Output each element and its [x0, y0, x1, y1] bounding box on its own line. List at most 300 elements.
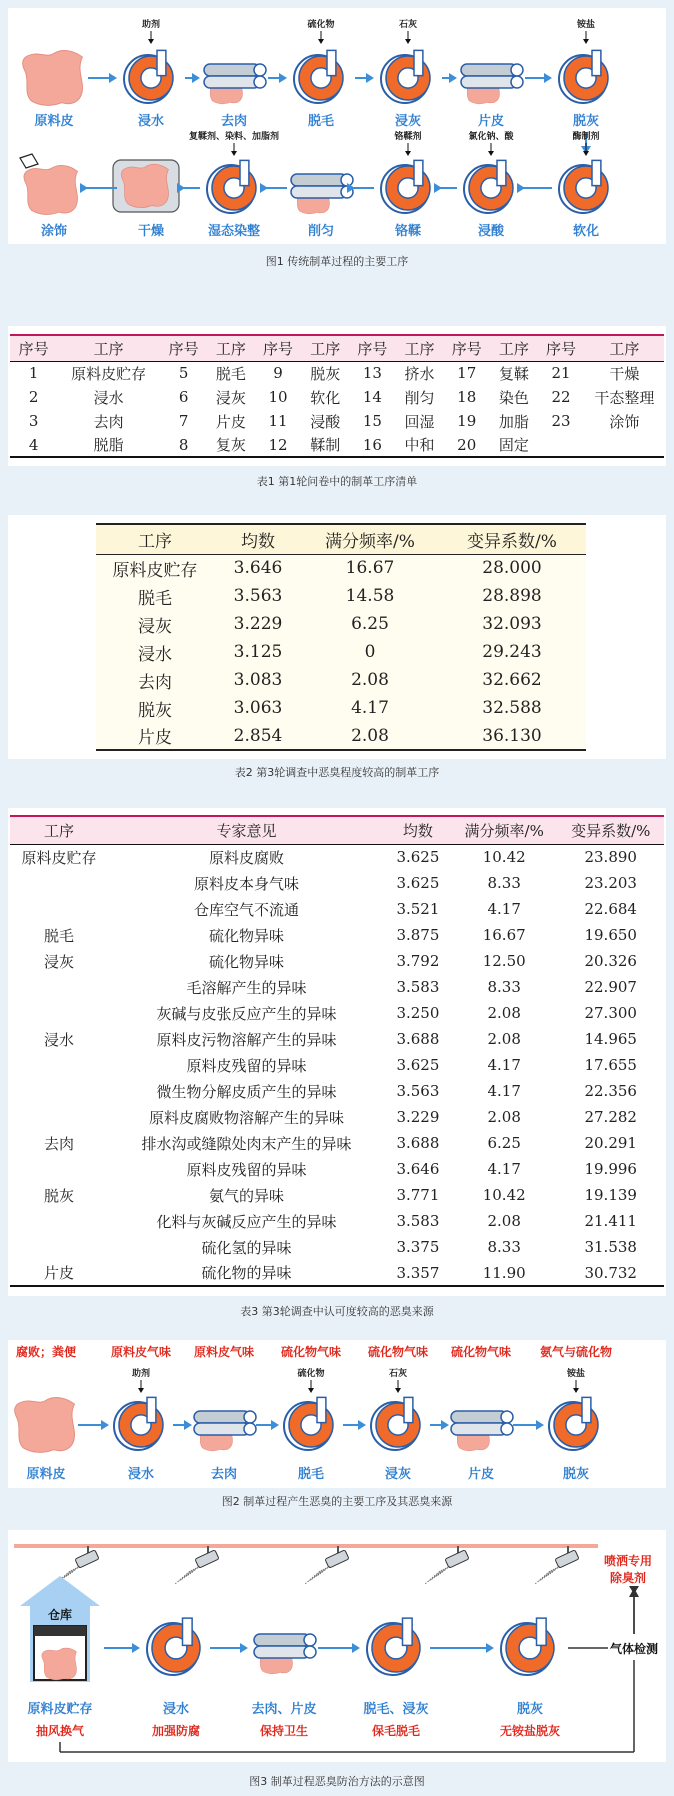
reagent-arrow-head: [148, 39, 154, 44]
table-cell: 脱脂: [57, 433, 160, 457]
table-cell: 干态整理: [594, 388, 655, 407]
table-cell: 3.771: [396, 1186, 440, 1204]
reagent-label: 石灰: [388, 1369, 408, 1379]
step-label: 脱毛: [307, 114, 335, 129]
drum-icon: [294, 50, 343, 103]
reagent-label: 铵盐: [576, 20, 596, 30]
flow-arrow-head: [366, 73, 374, 83]
odor-source-label: 硫化物气味: [367, 1345, 429, 1359]
reagent-label: 氯化钠、酸: [468, 132, 514, 142]
table-cell: 5: [178, 364, 189, 383]
table-row: [10, 1078, 664, 1104]
table-cell: 毛溶解产生的异味: [186, 978, 307, 997]
table-cell: 19: [457, 412, 477, 430]
table-cell: 19.650: [584, 926, 637, 944]
table-cell: 27.300: [584, 1004, 637, 1022]
column-header: 专家意见: [108, 816, 385, 844]
flow-arrow-head: [449, 73, 457, 83]
flow-arrow-head: [536, 1420, 544, 1430]
reagent-label: 硫化物: [297, 1369, 325, 1379]
table-row: [10, 361, 664, 385]
table-cell: 原料皮贮存: [112, 560, 198, 581]
table-cell: 原料皮贮存: [71, 364, 147, 383]
reagent-label: 助剂: [131, 1369, 151, 1379]
table-cell: 2.08: [351, 670, 389, 690]
table-cell: 8.33: [487, 1238, 521, 1256]
reagent-label: 硫化物: [307, 20, 335, 30]
table-cell: 4.17: [487, 900, 521, 918]
table-row: [10, 922, 664, 948]
table-row: [96, 694, 586, 722]
column-header: 工序: [585, 335, 664, 361]
step-label: 脱灰: [572, 114, 600, 129]
prevention-method-label: 加强防腐: [151, 1724, 201, 1738]
table-cell: 固定: [490, 433, 537, 457]
table-cell: 16.67: [482, 926, 526, 944]
step-label: 脱灰: [516, 1702, 544, 1717]
prevention-method-label: 无铵盐脱灰: [499, 1724, 561, 1738]
sprayer-icon: [535, 1546, 579, 1584]
table-cell: 2: [28, 388, 39, 406]
table-cell: 23.890: [584, 848, 637, 867]
table-cell: 19.996: [584, 1160, 637, 1178]
table-cell: 灰碱与皮张反应产生的异味: [156, 1004, 337, 1023]
table-row: [10, 1026, 664, 1052]
table-cell: 原料皮残留的异味: [186, 1056, 307, 1075]
column-header: 满分频率/%: [451, 816, 558, 844]
column-header: 工序: [302, 335, 349, 361]
table-cell: 硫化物异味: [208, 926, 284, 945]
roller-machine-icon: [194, 1411, 256, 1451]
step-label: 去肉: [220, 114, 248, 129]
dryer-icon: [113, 160, 179, 212]
table-cell: 硫化物异味: [208, 952, 284, 971]
table-cell: 22: [551, 388, 571, 406]
sprayer-icon: [425, 1546, 469, 1584]
table-cell: 3.583: [396, 1212, 440, 1230]
table-row: [10, 1260, 664, 1286]
column-header: 序号: [10, 335, 57, 361]
table-row: [10, 844, 664, 870]
column-header: 均数: [214, 524, 302, 554]
table-cell: 片皮: [96, 722, 214, 750]
figure-2-panel: [8, 1340, 666, 1488]
table-cell: 3.646: [396, 1160, 440, 1178]
column-header: 序号: [160, 335, 207, 361]
table-cell: 18: [457, 388, 477, 406]
table-cell: [585, 433, 664, 457]
step-label: 涂饰: [40, 224, 68, 239]
table-cell: 8.33: [487, 978, 521, 996]
table-row: [96, 554, 586, 582]
table-1-caption: 表1 第1轮问卷中的制革工序清单: [256, 475, 418, 488]
table-cell: 10.42: [482, 1186, 526, 1204]
table-cell: 28.000: [482, 558, 542, 579]
prevention-method-label: 保持卫生: [259, 1724, 309, 1738]
table-cell: 32.093: [482, 614, 542, 634]
table-cell: 氨气的异味: [208, 1186, 284, 1205]
table-cell: 3.125: [233, 642, 283, 662]
raw-hide-icon: [15, 1397, 75, 1452]
table-cell: 11.90: [451, 1260, 558, 1286]
table-cell: 2.08: [487, 1212, 521, 1230]
table-cell: 微生物分解皮质产生的异味: [156, 1082, 337, 1101]
step-label: 干燥: [137, 224, 165, 239]
step-label: 原料皮: [34, 114, 74, 129]
column-header: 序号: [349, 335, 396, 361]
reagent-arrow-head: [318, 39, 324, 44]
gas-detection-label: 气体检测: [609, 1642, 659, 1656]
column-header: 序号: [443, 335, 490, 361]
warehouse-label: 仓库: [47, 1608, 73, 1622]
column-header: 序号: [254, 335, 301, 361]
reagent-arrow-head: [405, 151, 411, 156]
table-row: [10, 948, 664, 974]
table-cell: 复灰: [207, 433, 254, 457]
deodorant-label: 喷洒专用: [603, 1554, 653, 1568]
step-label: 脱毛: [297, 1467, 325, 1482]
table-cell: [10, 896, 108, 922]
raw-hide-icon: [23, 50, 83, 105]
table-cell: 3.375: [396, 1238, 440, 1256]
reagent-label: 助剂: [141, 20, 161, 30]
step-label: 浸水: [137, 114, 165, 129]
table-cell: [10, 1234, 108, 1260]
table-row: [10, 1234, 664, 1260]
flow-arrow-head: [192, 73, 200, 83]
table-2-panel: [8, 515, 666, 759]
table-cell: [10, 870, 108, 896]
step-label: 浸水: [127, 1467, 155, 1482]
step-label: 削匀: [307, 224, 335, 239]
flow-arrow-head: [279, 73, 287, 83]
odor-source-label: 原料皮气味: [193, 1345, 255, 1359]
flow-arrow-head: [517, 183, 525, 193]
table-cell: 3.563: [233, 586, 283, 606]
reagent-arrow-head: [138, 1388, 144, 1393]
table-cell: 3.625: [396, 874, 440, 892]
table-cell: 3.625: [396, 848, 440, 867]
table-cell: 3.688: [396, 1030, 440, 1048]
drum-icon: [464, 160, 513, 213]
step-label: 脱毛、浸灰: [363, 1702, 429, 1717]
flow-arrow-head: [260, 183, 268, 193]
sprayer-icon: [175, 1546, 219, 1584]
figure-1-caption: 图1 传统制革过程的主要工序: [265, 255, 409, 268]
table-row: [10, 1000, 664, 1026]
drum-icon: [559, 160, 608, 213]
table-cell: 2.854: [214, 722, 302, 750]
table-row: [10, 896, 664, 922]
table-cell: 浸水: [138, 644, 172, 665]
table-3: [10, 815, 664, 1287]
table-cell: 12.50: [482, 952, 526, 970]
flow-arrow-head: [441, 1420, 449, 1430]
table-row: [10, 385, 664, 409]
table-row: [96, 666, 586, 694]
table-cell: 涂饰: [609, 412, 640, 431]
table-row: [96, 638, 586, 666]
table-cell: 3.357: [385, 1260, 451, 1286]
flow-arrow-head: [271, 1420, 279, 1430]
drum-icon: [381, 160, 430, 213]
table-cell: [537, 433, 584, 457]
column-header: 工序: [96, 524, 214, 554]
table-cell: 干燥: [609, 364, 640, 383]
table-cell: 3.229: [233, 614, 283, 634]
table-row: [10, 1156, 664, 1182]
flow-arrow-head: [80, 183, 88, 193]
table-cell: [10, 1208, 108, 1234]
table-cell: 原料皮残留的异味: [186, 1160, 307, 1179]
reagent-arrow-head: [405, 39, 411, 44]
column-header: 变异系数/%: [438, 524, 586, 554]
table-cell: 22.907: [584, 978, 637, 996]
table-cell: [10, 1052, 108, 1078]
table-cell: 3.250: [396, 1004, 440, 1022]
table-cell: 片皮: [215, 412, 246, 431]
table-cell: 3.875: [396, 926, 440, 944]
table-cell: 16.67: [345, 558, 395, 579]
table-cell: 原料皮腐败: [208, 848, 284, 867]
table-cell: 27.282: [584, 1108, 637, 1126]
table-cell: 4.17: [351, 698, 389, 718]
table-row: [10, 1052, 664, 1078]
table-cell: 36.130: [438, 722, 586, 750]
step-label: 脱灰: [562, 1467, 590, 1482]
table-cell: 3.792: [396, 952, 440, 970]
drum-icon: [124, 50, 173, 103]
flow-arrow-head: [101, 1420, 109, 1430]
table-cell: 硫化物的异味: [108, 1260, 385, 1286]
roller-machine-icon: [254, 1634, 316, 1674]
odor-source-label: 氨气与硫化物: [539, 1345, 613, 1359]
step-label: 软化: [572, 224, 600, 239]
table-cell: 浸酸: [310, 412, 341, 431]
flow-arrow-head: [184, 1420, 192, 1430]
table-cell: 4.17: [487, 1160, 521, 1178]
table-cell: 17: [457, 364, 477, 383]
step-label: 湿态染整: [207, 224, 261, 239]
odor-source-label: 腐败；粪便: [15, 1345, 77, 1359]
table-cell: 3.229: [396, 1108, 440, 1126]
roller-machine-icon: [204, 64, 266, 104]
table-cell: 4.17: [487, 1082, 521, 1100]
table-row: [96, 722, 586, 750]
table-cell: 8.33: [487, 874, 521, 892]
drum-icon: [549, 1397, 598, 1450]
table-row: [10, 409, 664, 433]
table-cell: 硫化氢的异味: [201, 1238, 292, 1257]
reagent-label: 铬鞣剂: [394, 132, 422, 142]
flow-arrow-head: [352, 1643, 360, 1653]
reagent-arrow-head: [231, 151, 237, 156]
drum-icon: [147, 1618, 200, 1675]
table-cell: 脱灰: [138, 700, 172, 721]
table-cell: 8: [160, 433, 207, 457]
roller-machine-icon: [461, 64, 523, 104]
table-cell: 原料皮腐败物溶解产生的异味: [148, 1108, 344, 1127]
step-label: 浸酸: [477, 224, 505, 239]
table-cell: [10, 1104, 108, 1130]
table-row: [10, 433, 664, 457]
table-cell: 脱灰: [310, 364, 341, 383]
flow-arrow-head: [434, 183, 442, 193]
warehouse-icon: [20, 1576, 100, 1682]
table-cell: 0: [364, 642, 376, 662]
table-cell: 3.563: [396, 1082, 440, 1100]
prevention-method-label: 抽风换气: [35, 1724, 85, 1738]
table-cell: 3.083: [233, 670, 283, 690]
table-cell: 削匀: [404, 388, 435, 407]
reagent-arrow-head: [308, 1388, 314, 1393]
reagent-label: 铵盐: [566, 1369, 586, 1379]
flow-arrow-head: [544, 73, 552, 83]
table-cell: 化料与灰碱反应产生的异味: [156, 1212, 337, 1231]
figure-1-diagram: [8, 8, 666, 244]
table-row: [96, 582, 586, 610]
table-cell: 回湿: [404, 412, 435, 431]
table-cell: 14.965: [584, 1030, 637, 1048]
drum-icon: [381, 50, 430, 103]
figure-3-caption: 图3 制革过程恶臭防治方法的示意图: [249, 1775, 425, 1788]
step-label: 浸灰: [394, 114, 422, 129]
table-cell: 21: [551, 364, 571, 383]
spray-gun-icon: [20, 154, 38, 168]
table-cell: 4: [10, 433, 57, 457]
table-cell: 28.898: [482, 586, 542, 606]
table-cell: 浸水: [43, 1030, 74, 1049]
finished-leather-icon: [24, 165, 78, 214]
step-label: 去肉: [210, 1467, 238, 1482]
drum-icon: [114, 1397, 163, 1450]
table-row: [10, 1104, 664, 1130]
step-label: 浸灰: [384, 1467, 412, 1482]
table-cell: 原料皮污物溶解产生的异味: [156, 1030, 337, 1049]
table-row: [96, 610, 586, 638]
step-label: 原料皮贮存: [27, 1702, 93, 1717]
table-cell: 10: [268, 388, 288, 406]
table-cell: 复鞣: [498, 364, 529, 383]
drum-icon: [501, 1618, 554, 1675]
column-header: 工序: [207, 335, 254, 361]
table-cell: 3.521: [396, 900, 440, 918]
table-cell: 软化: [310, 388, 341, 407]
reagent-arrow-head: [583, 39, 589, 44]
table-cell: 32.662: [482, 670, 542, 690]
table-cell: 3.063: [233, 698, 283, 718]
flow-arrow-head: [177, 183, 185, 193]
table-cell: 19.139: [584, 1186, 637, 1204]
reagent-arrow-head: [573, 1388, 579, 1393]
figure-2-caption: 图2 制革过程产生恶臭的主要工序及其恶臭来源: [221, 1495, 453, 1508]
table-cell: 鞣制: [302, 433, 349, 457]
table-cell: 12: [254, 433, 301, 457]
table-cell: 仓库空气不流通: [193, 900, 299, 919]
table-cell: 23.203: [584, 874, 637, 892]
table-cell: 16: [349, 433, 396, 457]
table-cell: 4.17: [487, 1056, 521, 1074]
table-cell: 6: [178, 388, 189, 406]
table-cell: 2.08: [487, 1004, 521, 1022]
table-cell: 3.688: [396, 1134, 440, 1152]
table-2-caption: 表2 第3轮调查中恶臭程度较高的制革工序: [234, 766, 440, 779]
odor-source-label: 硫化物气味: [450, 1345, 512, 1359]
table-cell: 排水沟或缝隙处肉末产生的异味: [141, 1134, 352, 1153]
drum-icon: [367, 1618, 420, 1675]
table-cell: 11: [268, 412, 288, 430]
reagent-arrow-head: [395, 1388, 401, 1393]
reagent-arrow-head: [488, 151, 494, 156]
drum-icon: [371, 1397, 420, 1450]
table-cell: 3.625: [396, 1056, 440, 1074]
roller-machine-icon: [451, 1411, 513, 1451]
table-cell: 14: [362, 388, 382, 406]
prevention-method-label: 保毛脱毛: [371, 1724, 421, 1738]
roller-machine-icon: [291, 174, 353, 214]
table-cell: 10.42: [482, 848, 526, 867]
table-cell: 2.08: [302, 722, 438, 750]
odor-source-label: 原料皮气味: [110, 1345, 172, 1359]
step-label: 原料皮: [26, 1467, 66, 1482]
table-cell: 3.583: [396, 978, 440, 996]
drum-icon: [559, 50, 608, 103]
table-cell: 3.646: [233, 558, 283, 579]
reagent-label: 酶制剂: [572, 132, 600, 142]
table-cell: 20.326: [584, 952, 637, 970]
table-cell: 6.25: [487, 1134, 521, 1152]
table-row: [10, 1130, 664, 1156]
flow-arrow-head: [109, 73, 117, 83]
step-label: 浸水: [162, 1702, 190, 1717]
table-cell: 20: [443, 433, 490, 457]
figure-2-diagram: [8, 1340, 666, 1488]
table-cell: 去肉: [43, 1134, 74, 1153]
step-label: 去肉、片皮: [251, 1702, 317, 1717]
table-cell: [10, 1078, 108, 1104]
figure-3-diagram: [8, 1530, 666, 1762]
table-cell: 脱毛: [138, 588, 172, 609]
flow-arrow-head: [486, 1643, 494, 1653]
table-cell: 14.58: [345, 586, 395, 606]
table-cell: 原料皮本身气味: [193, 874, 299, 893]
table-row: [10, 974, 664, 1000]
table-cell: 去肉: [138, 672, 172, 693]
table-cell: 17.655: [584, 1056, 637, 1074]
table-cell: 23: [551, 412, 571, 430]
table-cell: [10, 1156, 108, 1182]
table-cell: 15: [362, 412, 382, 430]
table-cell: 9: [273, 364, 283, 383]
table-cell: 脱毛: [43, 926, 74, 945]
step-label: 片皮: [477, 114, 505, 129]
reagent-arrow-head: [583, 151, 589, 156]
reagent-label: 复鞣剂、染料、加脂剂: [188, 132, 280, 142]
table-cell: 22.684: [584, 900, 637, 918]
table-cell: 7: [178, 412, 189, 430]
table-cell: 21.411: [584, 1212, 637, 1230]
table-cell: 浸灰: [138, 616, 172, 637]
figure-1-panel: [8, 8, 666, 244]
table-1: [10, 334, 664, 458]
step-label: 片皮: [467, 1467, 495, 1482]
flow-arrow-head: [358, 1420, 366, 1430]
table-cell: [10, 974, 108, 1000]
column-header: 工序: [396, 335, 443, 361]
table-cell: 加脂: [498, 412, 529, 431]
table-cell: 6.25: [351, 614, 389, 634]
detect-up-arrow: [629, 1588, 639, 1597]
